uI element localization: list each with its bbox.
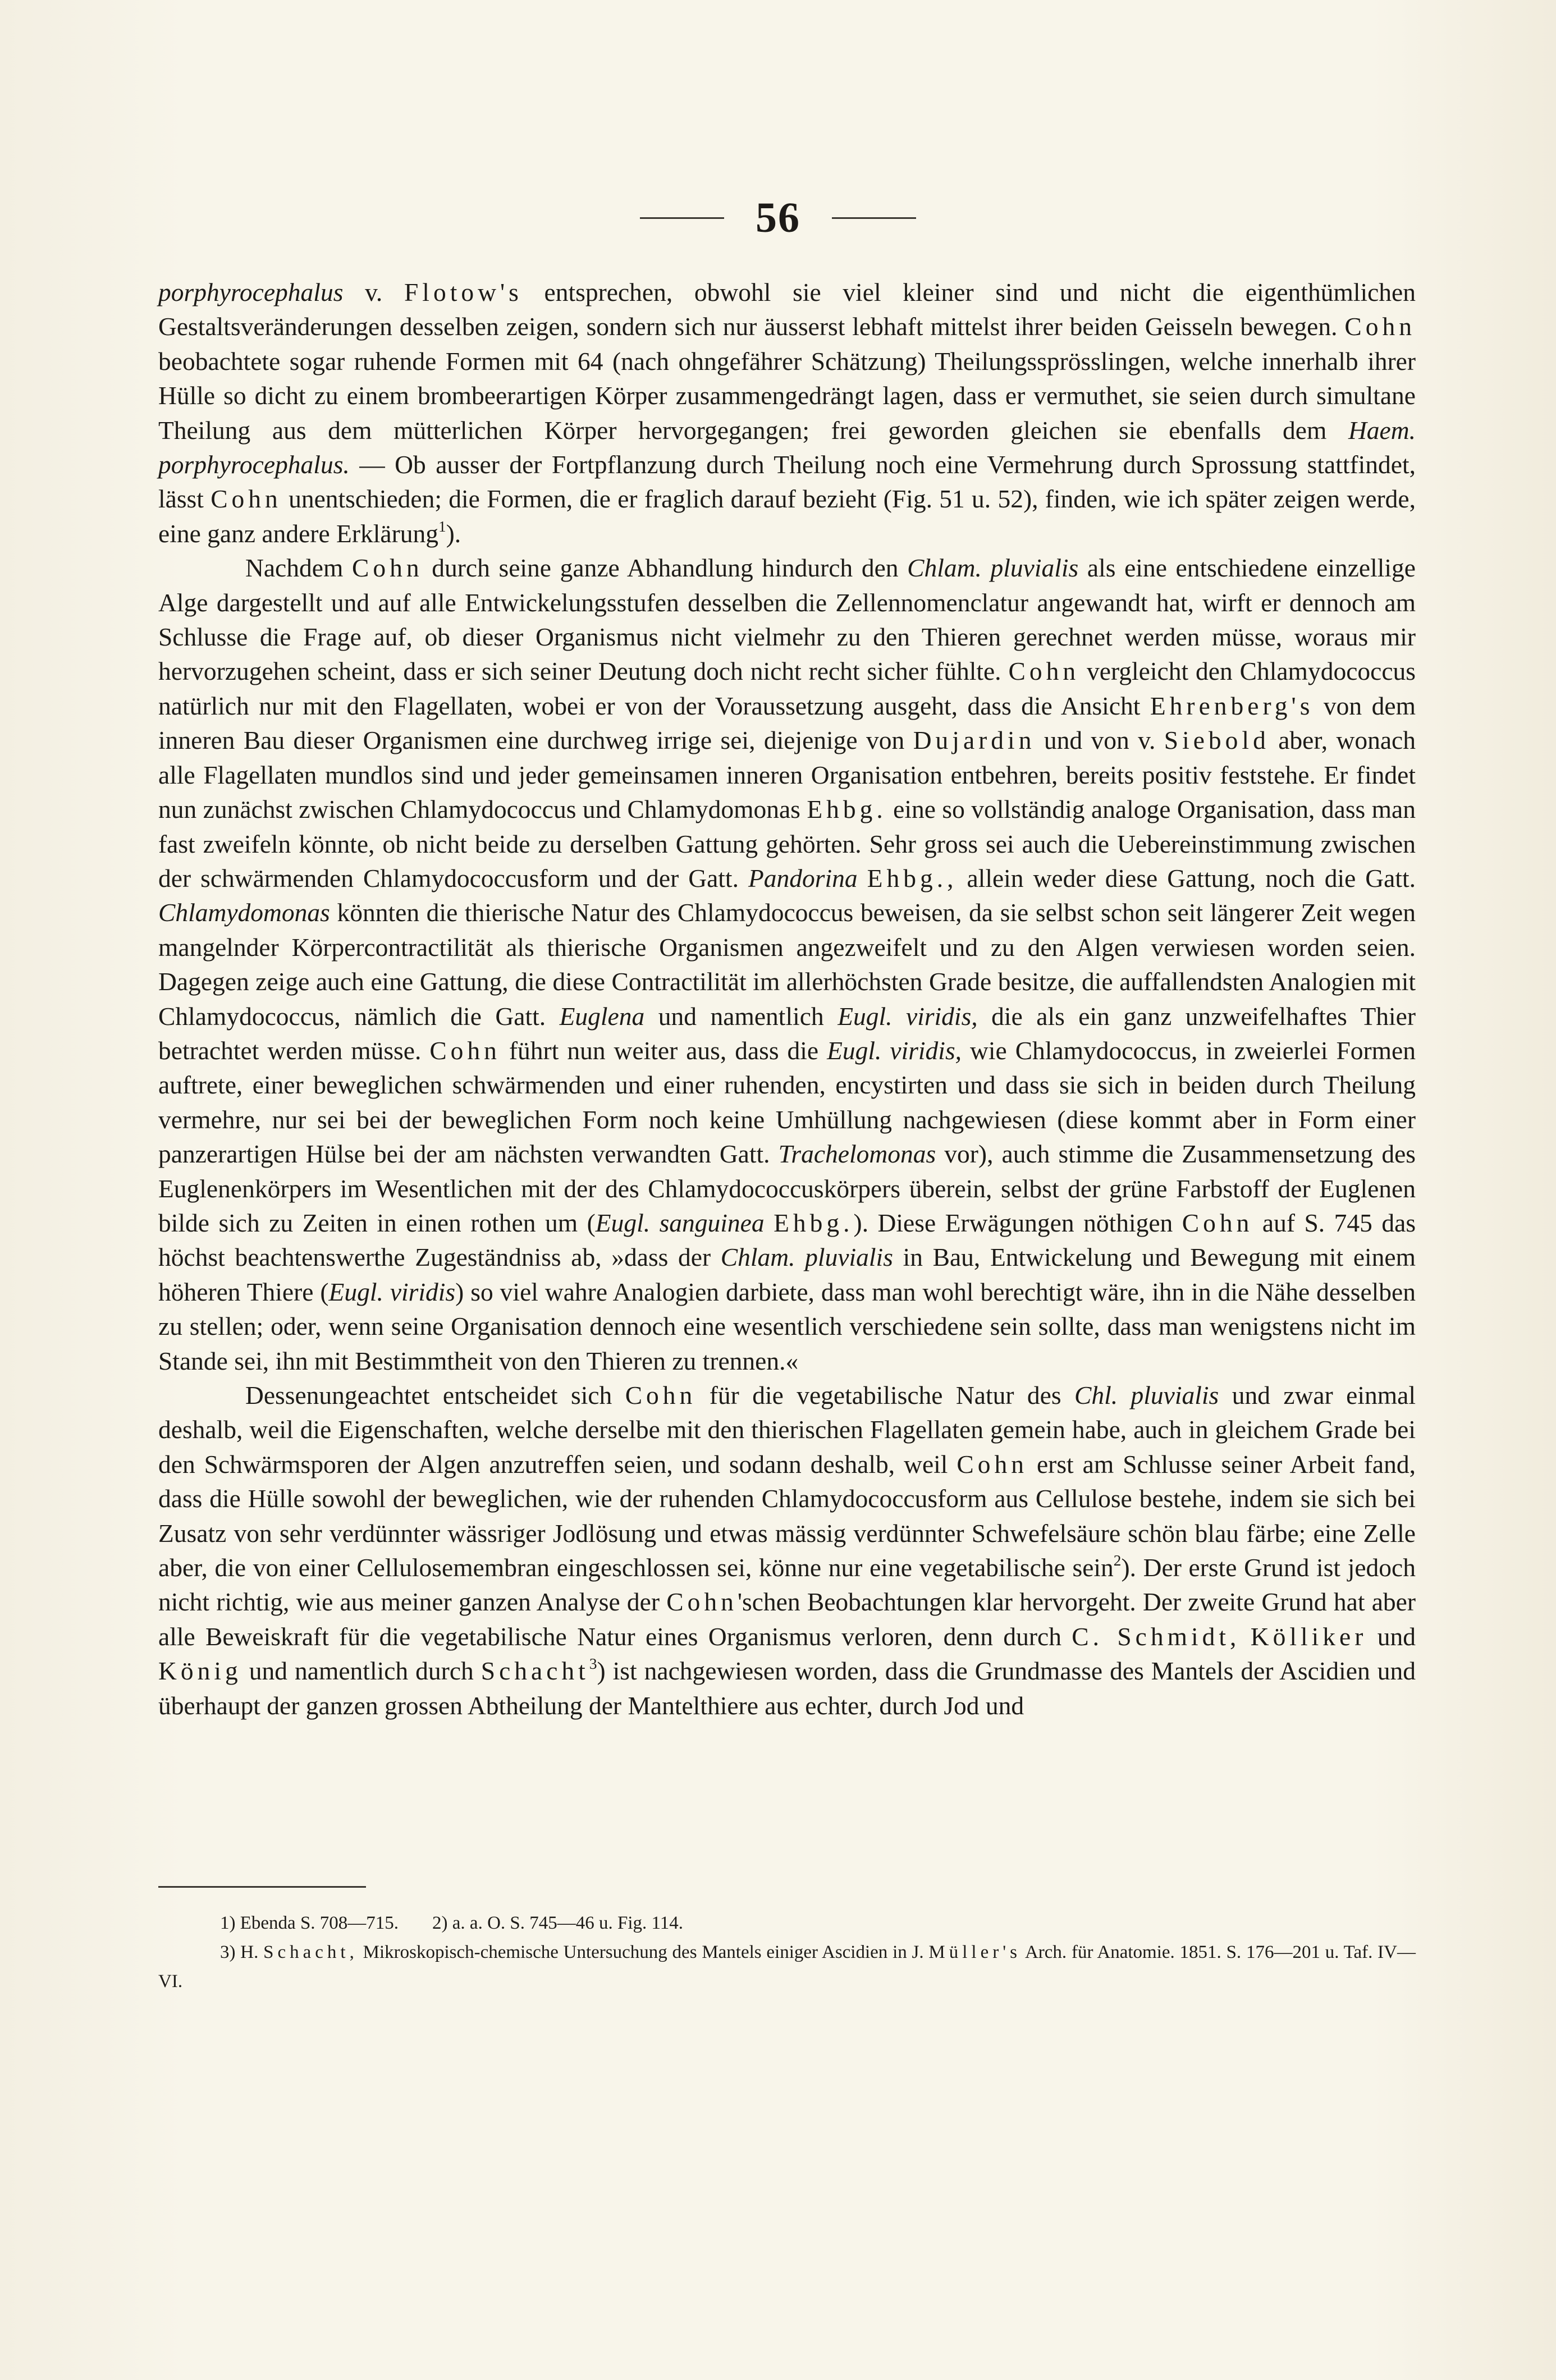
text-run: und [1367,1622,1416,1651]
author-name: Kölliker [1250,1622,1367,1651]
text-run: unentschieden; die Formen, die er fraglich darauf bezieht (Fig. 51 u. 52), finden, wie ich später zeigen werde, eine ganz andere Erklärung [158,484,1416,548]
text-run: beobachtete sogar ruhende Formen mit 64 (nach ohngefährer Schätzung) Theilungssprösslingen, welche innerhalb ihrer Hülle so dicht zu einem brombeerartigen Körper zusammengedrängt lagen, dass er vermuthet, sie seien durch simultane Theilung aus dem mütterlichen Körper hervorgegangen; frei geworden gleichen sie ebenfalls dem [158,346,1416,445]
body-text [158,275,1416,1723]
author-name: Cohn [351,553,423,583]
text-run: die als ein ganz unzweifelhaftes Thier betrachtet werden müsse. [158,1001,1416,1065]
footnote-separator [158,1886,366,1888]
footnote-ref: 3 [589,1655,597,1673]
text-run: von dem inneren Bau dieser Organismen eine durchweg irrige sei, diejenige von [158,691,1416,755]
text-run: in Bau, Entwickelung und Bewegung mit einem höheren Thiere ( [158,1243,1416,1306]
author-name: Cohn [1008,657,1080,686]
text-run: ). [446,519,461,548]
text-run [858,864,867,893]
species-name: Haem. porphyrocephalus. [158,415,1416,479]
text-run: — Ob ausser der Fortpflanzung durch Theilung noch eine Vermehrung durch Sprossung stattfindet, lässt [158,450,1416,514]
text-run: Mikroskopisch-chemische Untersuchung des Mantels einiger Ascidien in J. [358,1942,929,1962]
text-run: ). Der erste Grund ist jedoch nicht richtig, wie aus meiner ganzen Analyse der [158,1553,1416,1617]
footnote-ref: 1 [438,518,446,535]
species-name: porphyrocephalus [158,278,344,306]
footnotes [158,1908,1416,1996]
text-run: aber, wonach alle Flagellaten mundlos sind und jeder gemeinsamen inneren Organisation entbehren, bereits positiv feststehe. Er findet nun zunächst zwischen Chlamydococcus und Chlamydomonas [158,726,1416,824]
text-run: auf S. 745 das höchst beachtenswerthe Zugeständniss ab, »dass der [158,1208,1416,1272]
author-name: Cohn [666,1587,738,1617]
author-name: Cohn [210,484,282,514]
author-name: Cohn [957,1449,1028,1479]
text-run: 'schen Beobachtungen klar hervorgeht. Der zweite Grund hat aber alle Beweiskraft für die vegetabilische Natur eines Organismus verloren, denn durch [158,1587,1416,1651]
page-header [0,194,1556,267]
author-name: Cohn [1344,312,1416,341]
species-name: Eugl. viridis, [827,1036,962,1065]
species-name: Chlamydomonas [158,898,330,927]
footnote-3 [158,1938,1416,1996]
text-run: könnten die thierische Natur des Chlamydococcus beweisen, da sie selbst schon seit längerer Zeit wegen mangelnder Körpercontractilität als thierische Organismen angezweifelt und zu den Algen verwiesen worden seien. Dagegen zeige auch eine Gattung, die diese Contractilität im allerhöchsten Grade besitze, die auffallendsten Analogien mit Chlamydococcus, nämlich die Gatt. [158,898,1416,1031]
author-name: Schacht [480,1656,589,1686]
text-run: für die vegetabilische Natur des [696,1381,1074,1409]
paragraph-1 [158,275,1416,551]
text-run: v. [343,278,404,306]
text-run: Nachdem [245,553,352,583]
author-name: Schacht, [263,1942,358,1962]
text-run: und von v. [1035,726,1164,755]
paragraph-3 [158,1378,1416,1723]
footnote-2: 2) a. a. O. S. 745—46 u. Fig. 114. [432,1913,684,1933]
text-run: 3) H. [220,1942,264,1962]
author-name: Ehbg. [774,1208,854,1237]
text-run: eine so vollständig analoge Organisation, dass man fast zweifeln könnte, ob nicht beide zu derselben Gattung gehörten. Sehr gross sei auch die Uebereinstimmung zwischen der schwärmenden Chlamydococcusform und der Gatt. [158,795,1416,893]
text-run: und namentlich [644,1001,838,1031]
text-run: ). Diese Erwägungen nöthigen [853,1208,1182,1237]
author-name: Cohn [1182,1208,1253,1237]
text-run: ) ist nachgewiesen worden, dass die Grundmasse des Mantels der Ascidien und überhaupt der ganzen grossen Abtheilung der Mantelthiere aus echter, durch Jod und [158,1656,1416,1720]
text-run: ) so viel wahre Analogien darbiete, dass man wohl berechtigt wäre, ihn in die Nähe desselben zu stellen; oder, wenn seine Organisation dennoch eine wesentlich verschiedene sein sollte, dass man wenigstens nicht im Stande sei, ihn mit Bestimmtheit von den Thieren zu trennen.« [158,1277,1416,1375]
text-run: als eine entschiedene einzellige Alge dargestellt und auf alle Entwickelungsstufen desselben die Zellennomenclatur angewandt hat, wirft er dennoch am Schlusse die Frage auf, ob dieser Organismus nicht vielmehr zu den Thieren gerechnet werden müsse, woraus mir hervorzugehen scheint, dass er sich seiner Deutung doch nicht recht sicher fühlte. [158,553,1416,686]
header-rule-left [640,217,724,219]
author-name: C. Schmidt, [1072,1622,1241,1651]
text-run: durch seine ganze Abhandlung hindurch den [423,553,908,583]
author-name: Ehbg., [867,863,958,893]
author-name: Dujardin [913,726,1036,755]
text-run: Arch. für Anatomie. 1851. S. 176—201 u. Taf. IV—VI. [158,1942,1416,1992]
author-name: Ehbg. [807,795,887,824]
text-run [765,1209,774,1237]
species-name: Chl. pluvialis [1074,1381,1219,1409]
species-name: Trachelomonas [778,1139,936,1169]
author-name: Ehrenberg's [1150,691,1314,720]
text-run: entsprechen, obwohl sie viel kleiner sind und nicht die eigenthümlichen Gestaltsveränderungen desselben zeigen, sondern sich nur äusserst lebhaft mittelst ihrer beiden Geisseln bewegen. [158,278,1416,341]
species-name: Chlam. pluvialis [720,1243,893,1272]
text-run: und zwar einmal deshalb, weil die Eigenschaften, welche derselbe mit den thierischen Flagellaten gemein habe, auch in gleichem Grade bei den Schwärmsporen der Algen anzutreffen seien, und sodann deshalb, weil [158,1381,1416,1479]
author-name: Siebold [1164,726,1270,755]
species-name: Eugl. sanguinea [595,1208,765,1237]
species-name: Euglena [559,1001,645,1031]
footnote-ref: 2 [1113,1552,1122,1569]
author-name: Müller's [928,1942,1021,1962]
text-run: allein weder diese Gattung, noch die Gatt. [957,863,1416,893]
paragraph-2 [158,551,1416,1378]
text-run: Dessenungeachtet entscheidet sich [245,1381,625,1409]
species-name: Pandorina [748,863,858,893]
text-run: vergleicht den Chlamydococcus natürlich nur mit den Flagellaten, wobei er von der Voraussetzung ausgeht, dass die Ansicht [158,657,1416,720]
author-name: Cohn [625,1381,697,1409]
text-run: und namentlich durch [241,1656,481,1686]
footnote-line [158,1908,1416,1938]
footnote-1: 1) Ebenda S. 708—715. [220,1913,399,1933]
text-run: wie Chlamydococcus, in zweierlei Formen auftrete, einer beweglichen schwärmenden und einer ruhenden, encystirten und dass sie sich in beiden durch Theilung vermehre, nur sei bei der beweglichen Form noch keine Umhüllung nachgewiesen (diese kommt aber in Form einer panzerartigen Hülse bei der am nächsten verwandten Gatt. [158,1036,1416,1169]
header-rule-right [832,217,916,219]
author-name: Cohn [429,1036,501,1065]
text-run: führt nun weiter aus, dass die [500,1036,827,1065]
author-name: Flotow's [404,278,523,306]
text-run: vor), auch stimme die Zusammensetzung des Euglenenkörpers im Wesentlichen mit der des Chlamydococcuskörpers überein, selbst der grüne Farbstoff der Euglenen bilde sich zu Zeiten in einen rothen um ( [158,1139,1416,1237]
species-name: Eugl. viridis [328,1277,456,1306]
species-name: Chlam. pluvialis [907,553,1079,583]
text-run [1240,1622,1250,1651]
text-run: erst am Schlusse seiner Arbeit fand, dass die Hülle sowohl der beweglichen, wie der ruhenden Chlamydococcusform aus Cellulose bestehe, indem sie sich bei Zusatz von sehr verdünnter wässriger Jodlösung und etwas mässig verdünnter Schwefelsäure schön blau färbe; eine Zelle aber, die von einer Cellulosemembran eingeschlossen sei, könne nur eine vegetabilische sein [158,1449,1416,1582]
author-name: König [158,1656,242,1686]
species-name: Eugl. viridis, [838,1001,978,1031]
page-number: 56 [756,194,800,241]
